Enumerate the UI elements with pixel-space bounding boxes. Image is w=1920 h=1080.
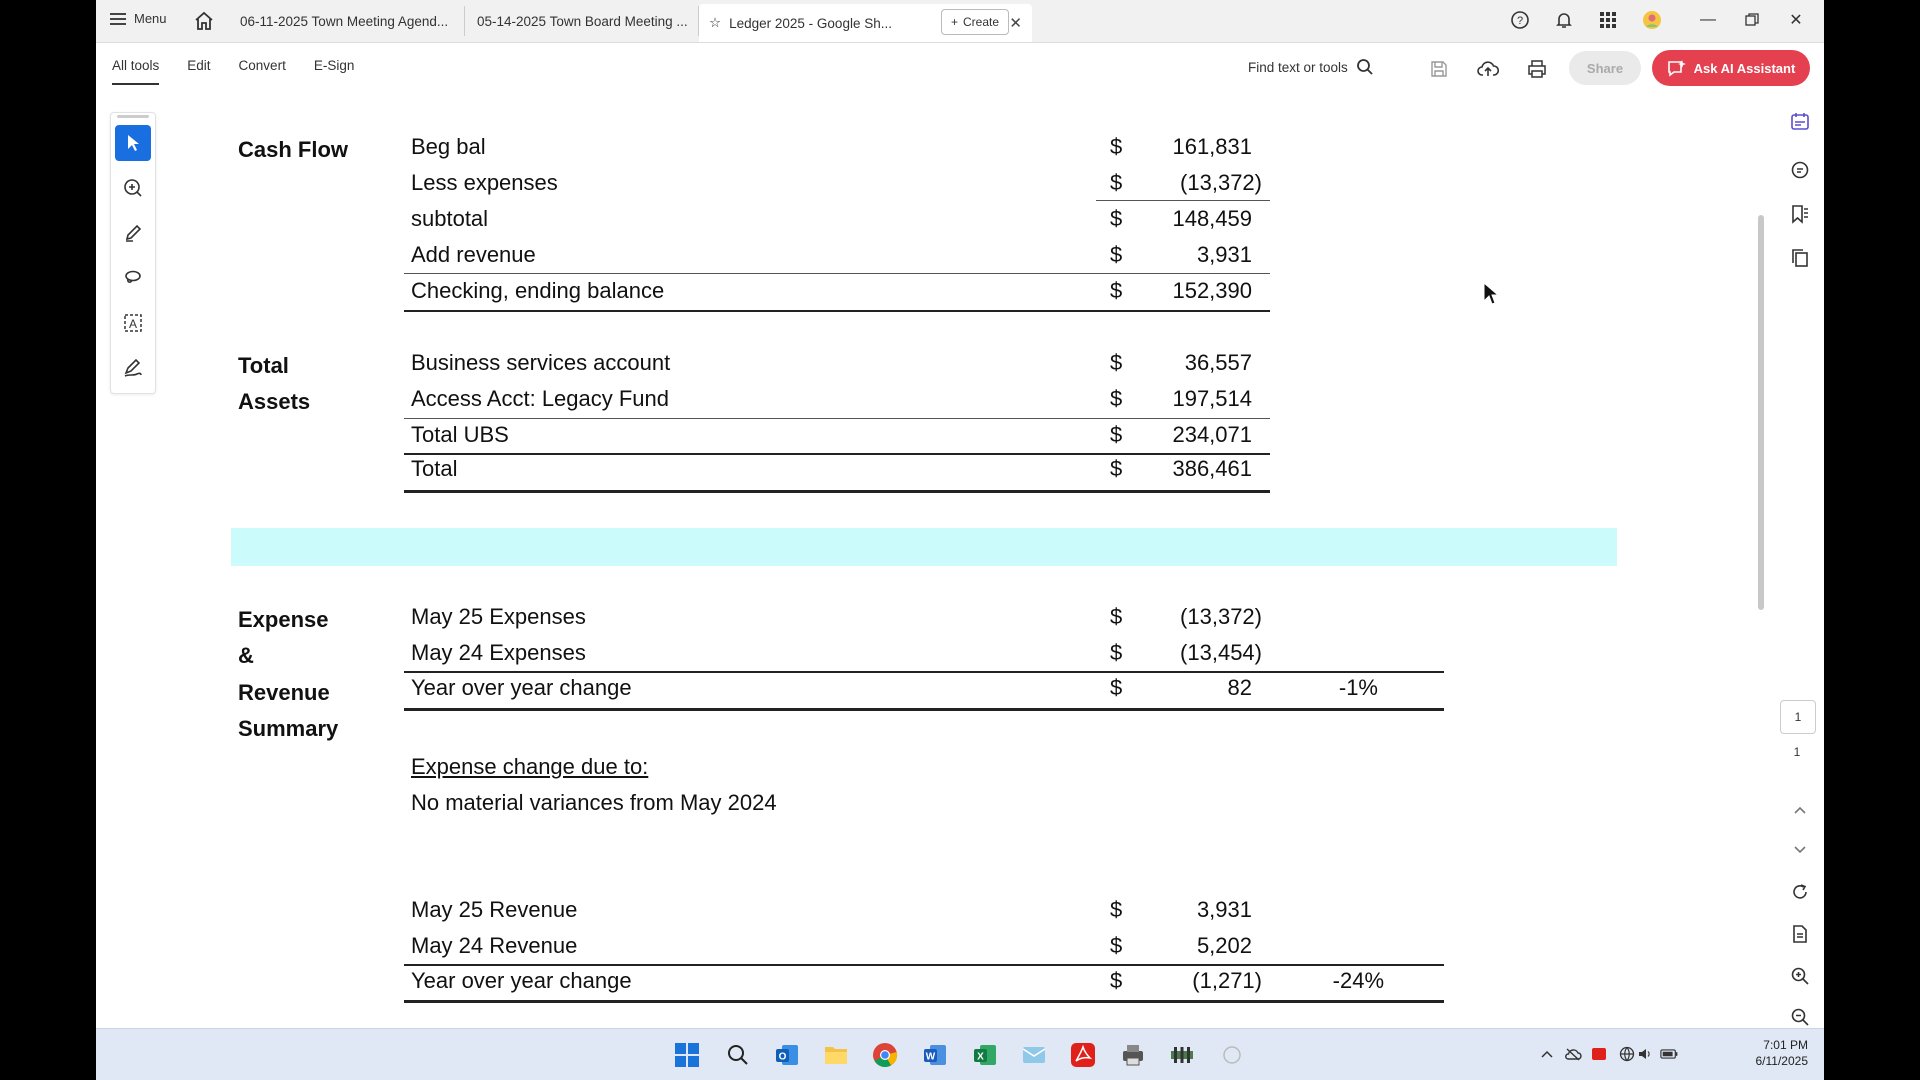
dollar-sign: $: [1110, 675, 1123, 700]
dollar-sign: $: [1110, 206, 1123, 231]
acrobat-window: [96, 0, 1824, 1080]
row-amount: (13,372): [1180, 604, 1262, 629]
share-button[interactable]: [1569, 51, 1641, 85]
table-rule: [404, 964, 1444, 966]
dollar-sign: $: [1110, 604, 1123, 629]
tab-label: 06-11-2025 Town Meeting Agend...: [240, 13, 449, 29]
section-expense-line3: Revenue: [238, 680, 330, 705]
row-amount: 148,459: [1172, 206, 1252, 231]
row-amount: 5,202: [1196, 933, 1252, 958]
dollar-sign: $: [1110, 134, 1123, 159]
tab-town-board-meeting[interactable]: [467, 6, 699, 36]
ai-label: Ask AI Assistant: [1693, 60, 1796, 76]
onedrive-icon[interactable]: [1564, 1045, 1582, 1063]
windows-start-icon[interactable]: [671, 1039, 703, 1071]
tab-town-meeting-agenda[interactable]: [230, 6, 465, 36]
acrobat-icon[interactable]: [1067, 1039, 1099, 1071]
word-icon[interactable]: [919, 1039, 951, 1071]
expense-note-heading: Expense change due to:: [411, 754, 649, 779]
right-rail: [1776, 92, 1824, 1028]
toolbar: [96, 44, 1824, 92]
battery-icon[interactable]: [1660, 1045, 1678, 1063]
close-window-icon[interactable]: ✕: [1789, 12, 1803, 29]
row-label: Total UBS: [411, 422, 509, 447]
dollar-sign: $: [1110, 456, 1123, 481]
chevron-up-icon[interactable]: [1538, 1045, 1556, 1063]
avatar[interactable]: [1640, 8, 1664, 32]
expense-note-text: No material variances from May 2024: [411, 790, 777, 815]
zoom-in-icon[interactable]: [1788, 964, 1812, 988]
find-text-or-tools[interactable]: [1248, 58, 1374, 76]
table-rule: [404, 453, 1270, 455]
vertical-scrollbar[interactable]: [1758, 215, 1764, 610]
search-icon: [1356, 58, 1374, 76]
menu-label: Menu: [134, 11, 167, 26]
row-amount: 82: [1227, 675, 1252, 700]
dollar-sign: $: [1110, 968, 1123, 993]
search-icon[interactable]: [722, 1039, 754, 1071]
table-rule: [404, 671, 1444, 673]
tab-all-tools[interactable]: All tools: [112, 58, 159, 85]
row-amount: 36,557: [1184, 350, 1252, 375]
row-label: Year over year change: [411, 968, 632, 993]
dollar-sign: $: [1110, 897, 1123, 922]
section-total-assets-line1: Total: [238, 353, 289, 378]
section-expense-line4: Summary: [238, 716, 339, 741]
chevron-down-icon[interactable]: [1788, 838, 1812, 862]
ai-assistant-icon: [1667, 59, 1687, 77]
chrome-icon[interactable]: [869, 1039, 901, 1071]
mail-app-icon[interactable]: [1018, 1039, 1050, 1071]
save-icon[interactable]: [1426, 56, 1452, 82]
zoom-out-icon[interactable]: [1788, 1005, 1812, 1029]
nav-tabs: [112, 58, 354, 85]
loading-icon: [1216, 1039, 1248, 1071]
svg-text:X: X: [977, 1051, 984, 1063]
dollar-sign: $: [1110, 386, 1123, 411]
dollar-sign: $: [1110, 422, 1123, 447]
ask-ai-assistant-button[interactable]: [1652, 50, 1810, 86]
row-label: Checking, ending balance: [411, 278, 665, 303]
help-icon[interactable]: [1508, 8, 1532, 32]
table-rule: [404, 310, 1270, 312]
plus-icon: +: [951, 15, 959, 29]
svg-text:A: A: [128, 317, 138, 331]
row-amount: 234,071: [1172, 422, 1252, 447]
subtotal-rule: [1096, 200, 1270, 201]
globe-icon[interactable]: [1618, 1045, 1636, 1063]
dollar-sign: $: [1110, 350, 1123, 375]
copy-pages-icon[interactable]: [1788, 246, 1812, 270]
row-amount: (1,271): [1192, 968, 1262, 993]
restore-icon[interactable]: [1740, 8, 1764, 32]
minimize-icon[interactable]: —: [1700, 11, 1716, 28]
table-rule: [404, 1000, 1444, 1003]
find-label: Find text or tools: [1248, 59, 1348, 75]
menu-button[interactable]: [110, 11, 167, 26]
row-amount: 386,461: [1172, 456, 1252, 481]
comments-icon[interactable]: [1788, 158, 1812, 182]
section-total-assets-line2: Assets: [238, 389, 311, 414]
network-app-icon[interactable]: [1166, 1039, 1198, 1071]
row-amount: 152,390: [1172, 278, 1252, 303]
row-amount: 197,514: [1172, 386, 1252, 411]
bookmarks-icon[interactable]: [1788, 202, 1812, 226]
clock[interactable]: [1756, 1037, 1809, 1069]
row-amount: 161,831: [1172, 134, 1252, 159]
title-bar: [96, 0, 1824, 43]
apps-grid-icon[interactable]: [1596, 8, 1620, 32]
row-label: Add revenue: [411, 242, 536, 267]
page-total: 1: [1793, 745, 1801, 759]
svg-text:?: ?: [1516, 15, 1524, 27]
home-button[interactable]: [193, 10, 215, 37]
create-button[interactable]: [941, 9, 1009, 35]
row-label: Access Acct: Legacy Fund: [411, 386, 670, 411]
tab-label: Ledger 2025 - Google Sh...: [729, 15, 892, 31]
row-label: Beg bal: [411, 134, 486, 159]
dollar-sign: $: [1110, 640, 1123, 665]
row-amount: 3,931: [1196, 242, 1252, 267]
windows-taskbar: [96, 1028, 1824, 1080]
tab-label: 05-14-2025 Town Board Meeting ...: [477, 13, 688, 29]
page-view-icon[interactable]: [1788, 922, 1812, 946]
row-percent: -24%: [1332, 968, 1384, 993]
highlight-band: [231, 528, 1617, 566]
section-expense-line2: &: [238, 643, 254, 668]
page-number-input[interactable]: 1: [1780, 700, 1816, 734]
clock-time: 7:01 PM: [1763, 1038, 1808, 1052]
refresh-icon[interactable]: [1788, 880, 1812, 904]
speaker-icon[interactable]: [1636, 1045, 1654, 1063]
bell-icon[interactable]: [1552, 8, 1576, 32]
section-cash-flow: Cash Flow: [238, 137, 349, 162]
row-label: Total: [411, 456, 458, 481]
clock-date: 6/11/2025: [1755, 1054, 1808, 1068]
row-label: Year over year change: [411, 675, 632, 700]
share-label: Share: [1586, 60, 1624, 76]
create-label: Create: [963, 15, 1000, 29]
table-rule: [404, 490, 1270, 493]
section-expense-line1: Expense: [238, 607, 329, 632]
svg-text:O: O: [778, 1051, 787, 1063]
table-rule: [404, 708, 1444, 711]
row-amount: (13,454): [1180, 640, 1262, 665]
row-label: May 25 Revenue: [411, 897, 578, 922]
dollar-sign: $: [1110, 242, 1123, 267]
tray-app-icon[interactable]: [1590, 1045, 1608, 1063]
row-label: May 24 Revenue: [411, 933, 578, 958]
window-controls: [1508, 8, 1808, 32]
row-label: May 24 Expenses: [411, 640, 586, 665]
table-rule: [404, 418, 1270, 419]
svg-text:W: W: [925, 1051, 936, 1063]
chevron-up-icon[interactable]: [1788, 798, 1812, 822]
home-icon: [193, 10, 215, 32]
row-label: May 25 Expenses: [411, 604, 586, 629]
dollar-sign: $: [1110, 170, 1123, 195]
row-label: Business services account: [411, 350, 671, 375]
file-explorer-icon[interactable]: [820, 1039, 852, 1071]
excel-icon[interactable]: [969, 1039, 1001, 1071]
row-percent: -1%: [1338, 675, 1378, 700]
tab-edit[interactable]: Edit: [187, 58, 211, 73]
dollar-sign: $: [1110, 933, 1123, 958]
mouse-cursor-icon: [1482, 282, 1500, 306]
tab-e-sign[interactable]: E-Sign: [313, 58, 355, 73]
print-icon[interactable]: [1524, 56, 1550, 82]
pdf-page: [96, 92, 1756, 1028]
row-label: subtotal: [411, 206, 489, 231]
cloud-upload-icon[interactable]: [1475, 56, 1501, 82]
hamburger-icon: [110, 12, 126, 26]
row-amount: 3,931: [1196, 897, 1252, 922]
printer-app-icon[interactable]: [1117, 1039, 1149, 1071]
outlook-icon[interactable]: [771, 1039, 803, 1071]
row-amount: (13,372): [1180, 170, 1262, 195]
tab-convert[interactable]: Convert: [238, 58, 286, 73]
star-icon[interactable]: ☆: [709, 15, 722, 30]
row-label: Less expenses: [411, 170, 558, 195]
table-rule: [404, 273, 1270, 274]
close-tab-icon[interactable]: ✕: [1009, 15, 1022, 32]
dollar-sign: $: [1110, 278, 1123, 303]
organize-pages-icon[interactable]: [1788, 110, 1812, 134]
